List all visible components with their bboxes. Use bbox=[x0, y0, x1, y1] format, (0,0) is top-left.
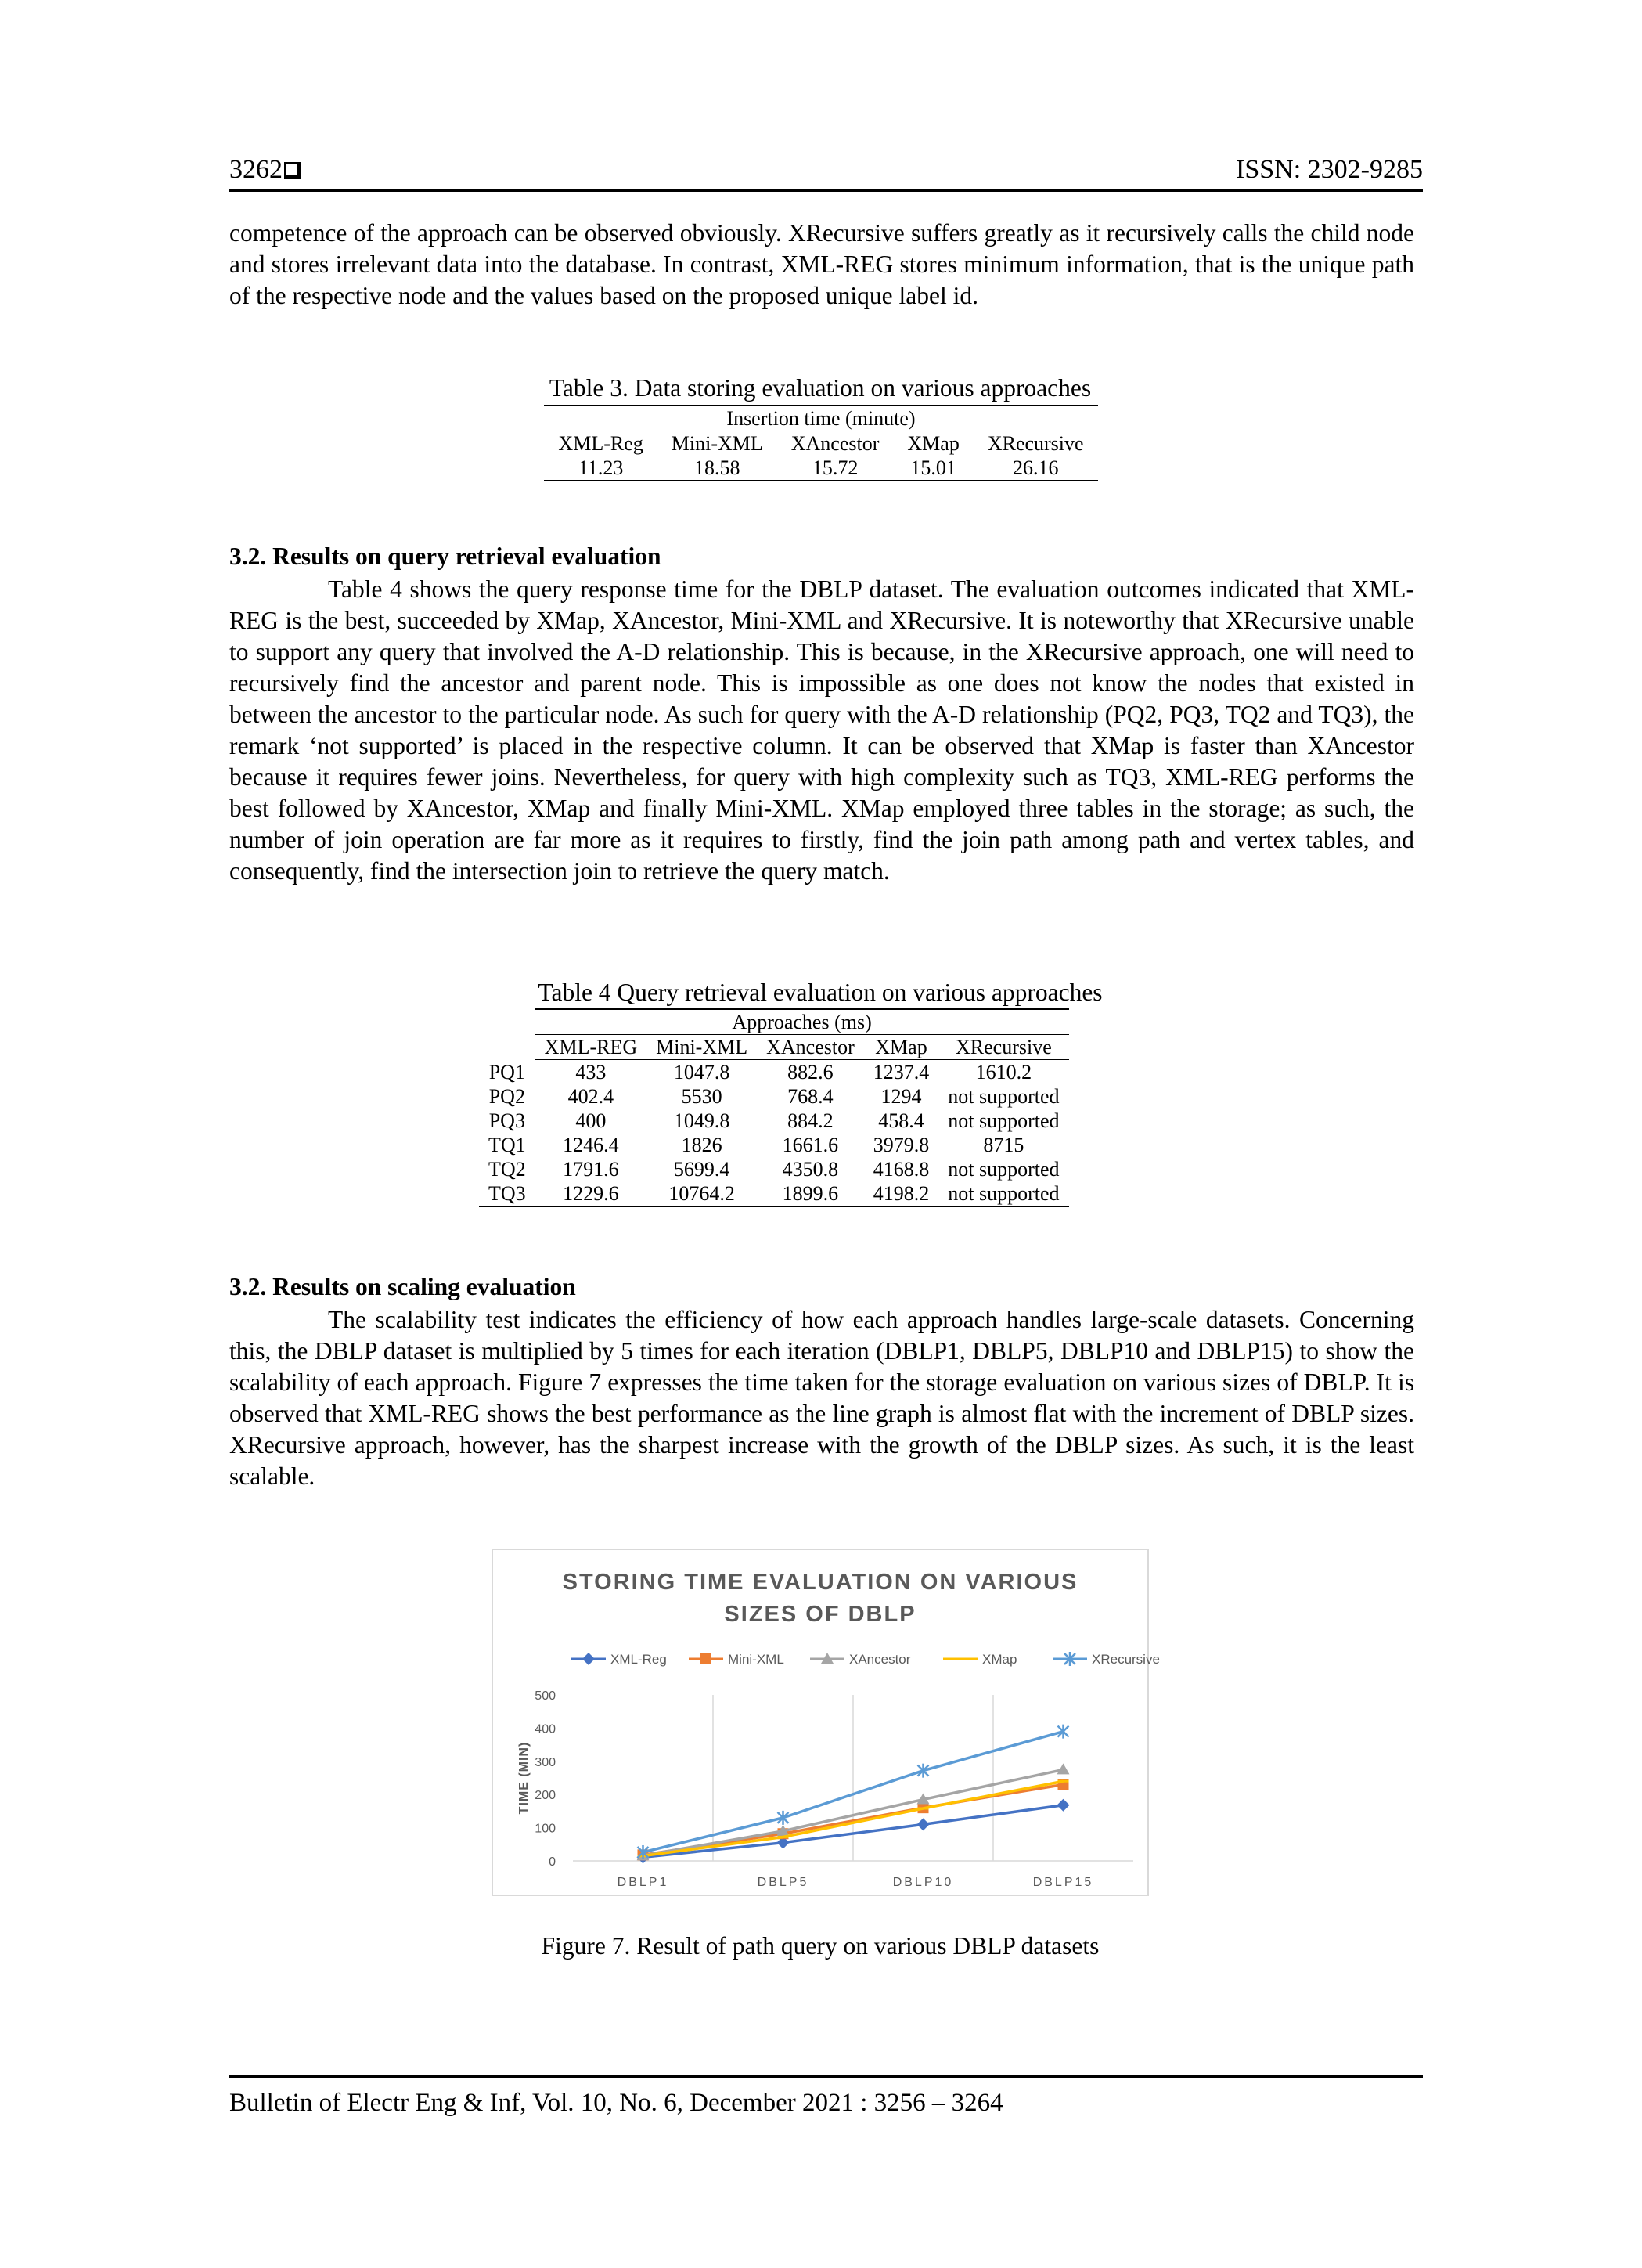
page-header bbox=[229, 153, 1423, 192]
intro-paragraph: competence of the approach can be observed obviously. XRecursive suffers greatly as it recursively calls the child node and stores irrelevant data into the database. In contrast, XML-REG stores minimum information, that is the unique path of the respective node and the values based on the proposed unique label id. bbox=[229, 219, 1414, 309]
table4-col: XRecursive bbox=[938, 1035, 1068, 1060]
table3-header-row bbox=[544, 431, 1097, 456]
y-tick-label: 500 bbox=[535, 1689, 556, 1703]
chart-title: STORING TIME EVALUATION ON VARIOUS bbox=[562, 1570, 1078, 1595]
figure7-caption: Figure 7. Result of path query on various DBLP datasets bbox=[541, 1932, 1100, 1960]
scaling-paragraph: The scalability test indicates the efficiency of how each approach handles large-scale datasets. Concerning this, the DBLP dataset is multiplied by 5 times for each iteration (DBLP1, DBLP5, DBLP10 and DBLP15) to show the scalability of each approach. Figure 7 expresses the time taken for the storage evaluation on various sizes of DBLP. It is observed that XML-REG shows the best performance as the line graph is almost flat with the increment of DBLP sizes. XRecursive approach, however, has the sharpest increase with the growth of the DBLP sizes. As such, it is the least scalable. bbox=[229, 1306, 1414, 1490]
table-row: TQ3 1229.6 10764.2 1899.6 4198.2 not supported bbox=[479, 1181, 1069, 1206]
chart-title: SIZES OF DBLP bbox=[724, 1602, 916, 1627]
table3-group-header: Insertion time (minute) bbox=[544, 406, 1097, 431]
legend-label: Mini-XML bbox=[728, 1652, 784, 1667]
table3-caption: Table 3. Data storing evaluation on various approaches bbox=[549, 374, 1092, 402]
page-footer: Bulletin of Electr Eng & Inf, Vol. 10, No. 6, December 2021 : 3256 – 3264 bbox=[229, 2075, 1423, 2118]
table3-cell: 11.23 bbox=[578, 456, 624, 479]
legend-label: XMap bbox=[982, 1652, 1017, 1667]
table3-wrapper bbox=[0, 405, 1642, 481]
table3-col: XAncestor bbox=[790, 432, 880, 455]
table3-col: XML-Reg bbox=[558, 432, 643, 455]
line-chart bbox=[493, 1550, 1160, 1895]
table3-col: XMap bbox=[907, 432, 960, 455]
table3 bbox=[544, 405, 1097, 481]
table3-cell: 15.72 bbox=[812, 456, 859, 479]
table4-col: Mini-XML bbox=[646, 1035, 757, 1060]
table4-group-header: Approaches (ms) bbox=[535, 1009, 1069, 1035]
data-point bbox=[700, 1653, 711, 1664]
y-tick-label: 300 bbox=[535, 1755, 556, 1769]
legend-label: XRecursive bbox=[1092, 1652, 1160, 1667]
table4-header-row bbox=[479, 1035, 1069, 1060]
section-title-query: 3.2. Results on query retrieval evaluation bbox=[229, 543, 661, 570]
y-tick-label: 200 bbox=[535, 1789, 556, 1803]
table-row: PQ3 400 1049.8 884.2 458.4 not supported bbox=[488, 1109, 1060, 1132]
x-tick-label: DBLP10 bbox=[892, 1876, 954, 1889]
table-row: PQ2 402.4 5530 768.4 1294 not supported bbox=[488, 1085, 1060, 1108]
table4-col: XML-REG bbox=[535, 1035, 646, 1060]
section-title-scaling: 3.2. Results on scaling evaluation bbox=[229, 1273, 576, 1300]
x-tick-label: DBLP15 bbox=[1032, 1876, 1094, 1889]
x-tick-label: DBLP1 bbox=[617, 1876, 669, 1889]
table4-caption: Table 4 Query retrieval evaluation on various approaches bbox=[538, 979, 1103, 1006]
page-number: 3262 bbox=[229, 155, 301, 185]
data-point bbox=[917, 1818, 930, 1830]
legend-label: XAncestor bbox=[849, 1652, 911, 1667]
x-tick-label: DBLP5 bbox=[757, 1876, 809, 1889]
table3-col: Mini-XML bbox=[671, 432, 763, 455]
table-row: TQ2 1791.6 5699.4 4350.8 4168.8 not supported bbox=[488, 1158, 1060, 1181]
table4-col: XAncestor bbox=[757, 1035, 864, 1060]
box-icon bbox=[284, 162, 301, 179]
y-tick-label: 0 bbox=[549, 1855, 556, 1869]
table-row: PQ1 433 1047.8 882.6 1237.4 1610.2 bbox=[488, 1060, 1032, 1084]
y-tick-label: 100 bbox=[535, 1822, 556, 1836]
table-row: TQ1 1246.4 1826 1661.6 3979.8 8715 bbox=[488, 1134, 1024, 1156]
y-tick-label: 400 bbox=[535, 1722, 556, 1736]
table3-cell: 26.16 bbox=[1012, 456, 1059, 479]
data-point bbox=[582, 1653, 595, 1665]
table4-col: XMap bbox=[864, 1035, 939, 1060]
table3-col: XRecursive bbox=[987, 432, 1084, 455]
data-point bbox=[1057, 1799, 1070, 1812]
issn: ISSN: 2302-9285 bbox=[1236, 155, 1423, 184]
table3-cell: 18.58 bbox=[694, 456, 740, 479]
table4 bbox=[479, 1008, 1069, 1207]
y-axis-label: TIME (MIN) bbox=[517, 1741, 531, 1815]
query-paragraph: Table 4 shows the query response time for the DBLP dataset. The evaluation outcomes indicated that XML-REG is the best, succeeded by XMap, XAncestor, Mini-XML and XRecursive. It is noteworthy that XRecursive unable to support any query that involved the A-D relationship. This is because, in the XRecursive approach, one will need to recursively find the ancestor and parent node. This is impossible as one does not know the nodes that existed in between the ancestor to the particular node. As such for query with the A-D relationship (PQ2, PQ3, TQ2 and TQ3), the remark ‘not supported’ is placed in the respective column. It can be observed that XMap is faster than XAncestor because it requires fewer joins. Nevertheless, for query with high complexity such as TQ3, XML-REG performs the best followed by XAncestor, XMap and finally Mini-XML. XMap employed three tables in the storage; as such, the number of join operation are far more as it requires to firstly, find the join path among path and vertex tables, and consequently, find the intersection join to retrieve the query match. bbox=[229, 575, 1414, 885]
legend-label: XML-Reg bbox=[610, 1652, 667, 1667]
figure7-chart bbox=[492, 1549, 1160, 1896]
table4-wrapper bbox=[479, 1008, 1069, 1207]
table3-cell: 15.01 bbox=[910, 456, 956, 479]
data-point bbox=[1057, 1763, 1070, 1774]
table3-value-row bbox=[544, 456, 1097, 481]
